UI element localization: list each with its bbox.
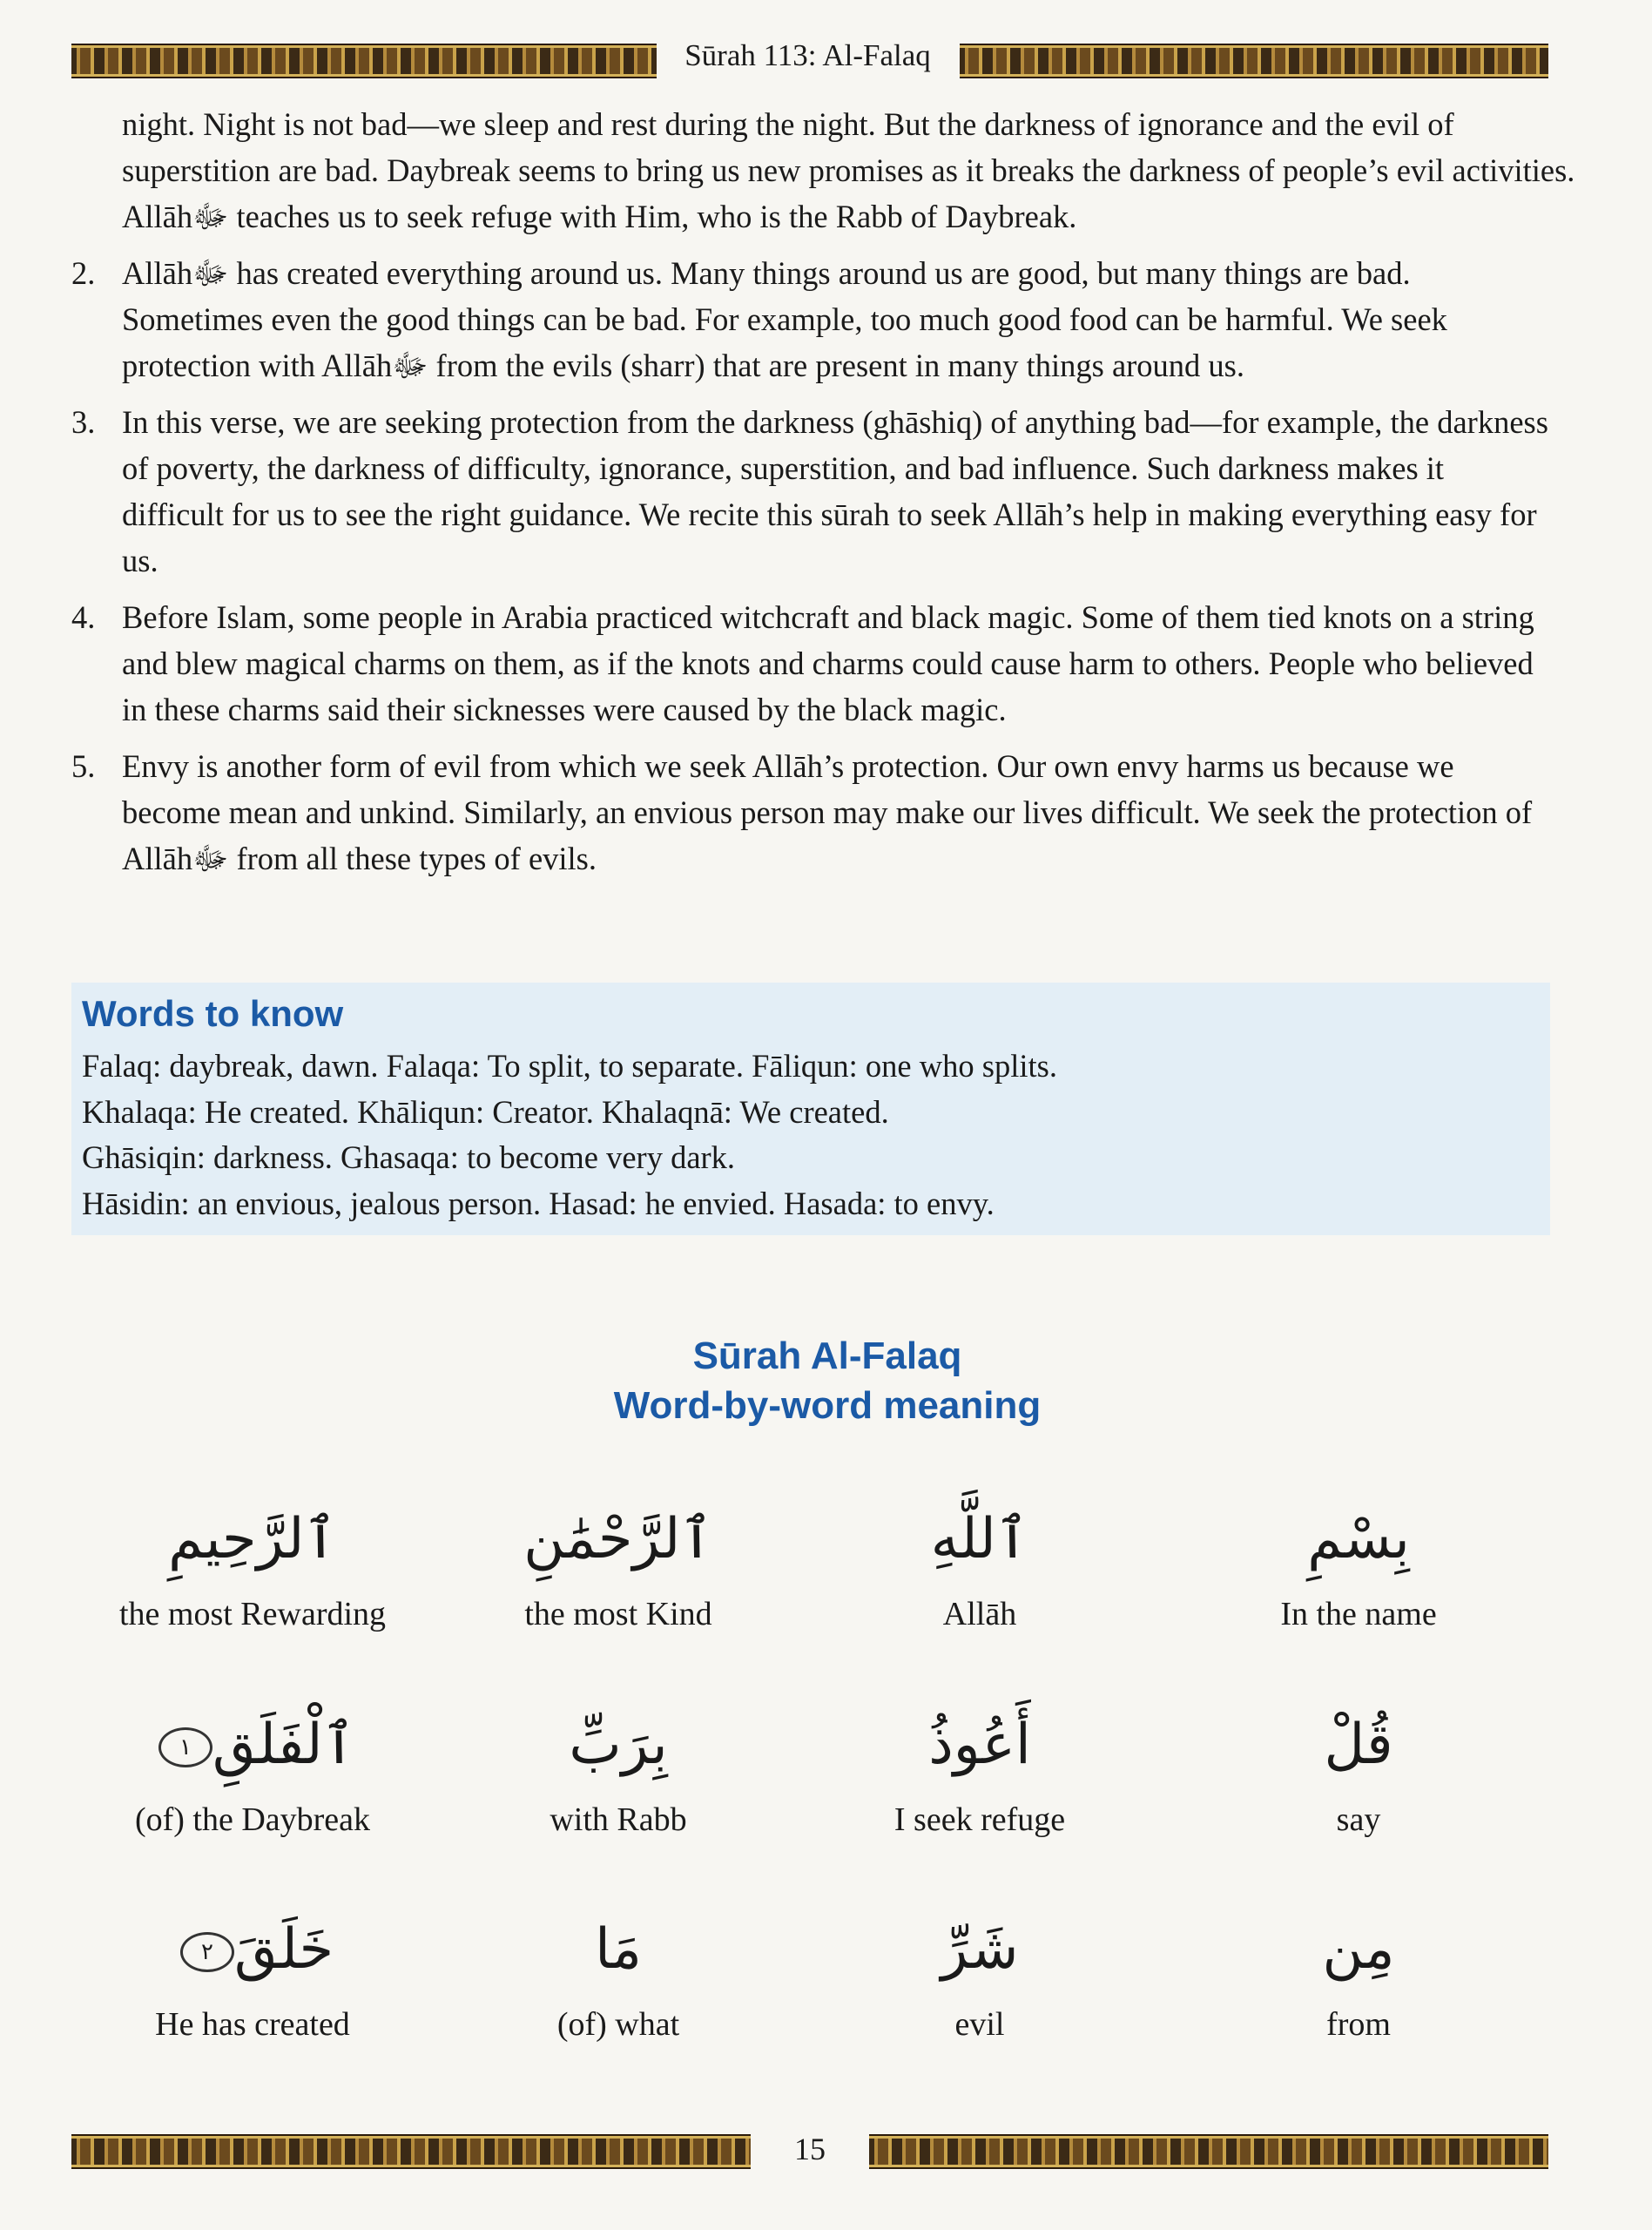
explanation-item: 4. Before Islam, some people in Arabia practiced witchcraft and black magic. Some of them tied knots on a string and blew magical charms on them, as if the knots and charms could cause harm to others. People who believed in these charms said their sicknesses were caused by the black magic.	[71, 599, 1534, 727]
vocab-line: Ghāsiqin: darkness. Ghasaqa: to become very dark.	[82, 1139, 736, 1175]
word-cell	[61, 1706, 444, 1841]
page-header-title: Sūrah 113: Al-Falaq	[684, 38, 931, 72]
word-cell	[788, 1910, 1171, 2046]
explanation-text: In this verse, we are seeking protection from the darkness (ghāshiq) of anything bad—for example, the darkness of poverty, the darkness of difficulty, ignorance, superstition, and bad influence. Such darkness makes it difficult for us to see the right guidance. We recite this sūrah to seek Allāh’s help in making everything easy for us.	[122, 404, 1548, 578]
word-meaning: from	[1326, 2006, 1391, 2043]
word-meaning: Allāh	[942, 1596, 1017, 1632]
word-meaning: In the name	[1280, 1596, 1437, 1632]
word-cell	[61, 1500, 444, 1636]
header-ornament-right	[960, 44, 1548, 78]
word-meaning: with Rabb	[550, 1801, 687, 1838]
word-cell	[427, 1500, 810, 1636]
surah-title: Sūrah Al-Falaq	[692, 1335, 962, 1377]
verse-number-marker: ١	[158, 1727, 212, 1767]
word-cell	[1167, 1500, 1550, 1636]
word-cell	[427, 1910, 810, 2046]
vocab-line: Khalaqa: He created. Khāliqun: Creator. Khalaqnā: We created.	[82, 1093, 889, 1130]
explanation-text: Allāhﷻ has created everything around us. Many things around us are good, but many things are bad. Sometimes even the good things can be bad. For example, too much good food can be harmful. We seek protection with Allāhﷻ from the evils (sharr) that are present in many things around us.	[122, 255, 1447, 383]
word-meaning: evil	[954, 2006, 1005, 2043]
word-meaning: say	[1336, 1801, 1381, 1838]
arabic-word-with-verse	[61, 1706, 444, 1784]
surah-title-block	[435, 1331, 1219, 1430]
page-number: 15	[794, 2132, 826, 2166]
word-cell	[1167, 1910, 1550, 2046]
word-meaning: (of) what	[556, 2006, 680, 2043]
arabic-word: ٱللَّهِ	[930, 1507, 1029, 1571]
word-meaning: He has created	[155, 2006, 350, 2043]
explanation-text: Before Islam, some people in Arabia practiced witchcraft and black magic. Some of them tied knots on a string and blew magical charms on them, as if the knots and charms could cause harm to others. People who believed in these charms said their sicknesses were caused by the black magic.	[122, 599, 1534, 727]
words-to-know-list	[82, 1044, 1545, 1226]
vocab-line: Hāsidin: an envious, jealous person. Hasad: he envied. Hasada: to envy.	[82, 1185, 995, 1221]
arabic-word: مَا	[595, 1917, 642, 1982]
word-cell	[61, 1910, 444, 2046]
arabic-word: قُلْ	[1324, 1713, 1393, 1777]
word-meaning: (of) the Daybreak	[134, 1801, 371, 1838]
arabic-word: ٱلرَّحْمَٰنِ	[523, 1507, 713, 1571]
word-cell	[1167, 1706, 1550, 1841]
arabic-word: شَرِّ	[941, 1917, 1019, 1982]
explanation-list	[71, 250, 1550, 892]
word-meaning: the most Kind	[524, 1596, 712, 1632]
arabic-word: بِرَبِّ	[569, 1713, 668, 1777]
arabic-word: خَلَقَ	[233, 1917, 334, 1982]
arabic-word: مِن	[1322, 1917, 1395, 1982]
word-cell	[788, 1500, 1171, 1636]
intro-continuation: night. Night is not bad—we sleep and rest during the night. But the darkness of ignorance and the evil of superstition are bad. Daybreak seems to bring us new promises as it breaks the darkness of people’s evil activities. Allāhﷻ teaches us to seek refuge with Him, who is the Rabb of Daybreak.	[122, 106, 1575, 234]
explanation-item: 2. Allāhﷻ has created everything around us. Many things around us are good, but many things are bad. Sometimes even the good things can be bad. For example, too much good food can be harmful. We seek protection with Allāhﷻ from the evils (sharr) that are present in many things around us.	[71, 255, 1447, 383]
verse-number-marker: ٢	[180, 1932, 234, 1972]
footer-ornament-left	[71, 2134, 751, 2169]
explanation-item: 5. Envy is another form of evil from which we seek Allāh’s protection. Our own envy harms us because we become mean and unkind. Similarly, an envious person may make our lives difficult. We seek the protection of Allāhﷻ from all these types of evils.	[71, 748, 1533, 876]
word-meaning: I seek refuge	[893, 1801, 1066, 1838]
word-meaning: the most Rewarding	[118, 1596, 387, 1632]
words-to-know-heading: Words to know	[82, 993, 344, 1034]
arabic-word: ٱلْفَلَقِ	[212, 1713, 355, 1777]
word-cell	[427, 1706, 810, 1841]
explanation-text: Envy is another form of evil from which we seek Allāh’s protection. Our own envy harms us because we become mean and unkind. Similarly, an envious person may make our lives difficult. We seek the protection of Allāhﷻ from all these types of evils.	[122, 748, 1533, 876]
header-ornament-left	[71, 44, 657, 78]
arabic-word: بِسْمِ	[1307, 1507, 1410, 1571]
footer-ornament-right	[869, 2134, 1548, 2169]
explanation-item: 3. In this verse, we are seeking protection from the darkness (ghāshiq) of anything bad—for example, the darkness of poverty, the darkness of difficulty, ignorance, superstition, and bad influence. Such darkness makes it difficult for us to see the right guidance. We recite this sūrah to seek Allāh’s help in making everything easy for us.	[71, 404, 1548, 578]
vocab-line: Falaq: daybreak, dawn. Falaqa: To split, to separate. Fāliqun: one who splits.	[82, 1048, 1057, 1084]
arabic-word: ٱلرَّحِيمِ	[168, 1507, 337, 1571]
arabic-word: أَعُوذُ	[928, 1713, 1031, 1777]
surah-subtitle: Word-by-word meaning	[613, 1384, 1042, 1427]
word-cell	[788, 1706, 1171, 1841]
arabic-word-with-verse	[61, 1910, 444, 1989]
